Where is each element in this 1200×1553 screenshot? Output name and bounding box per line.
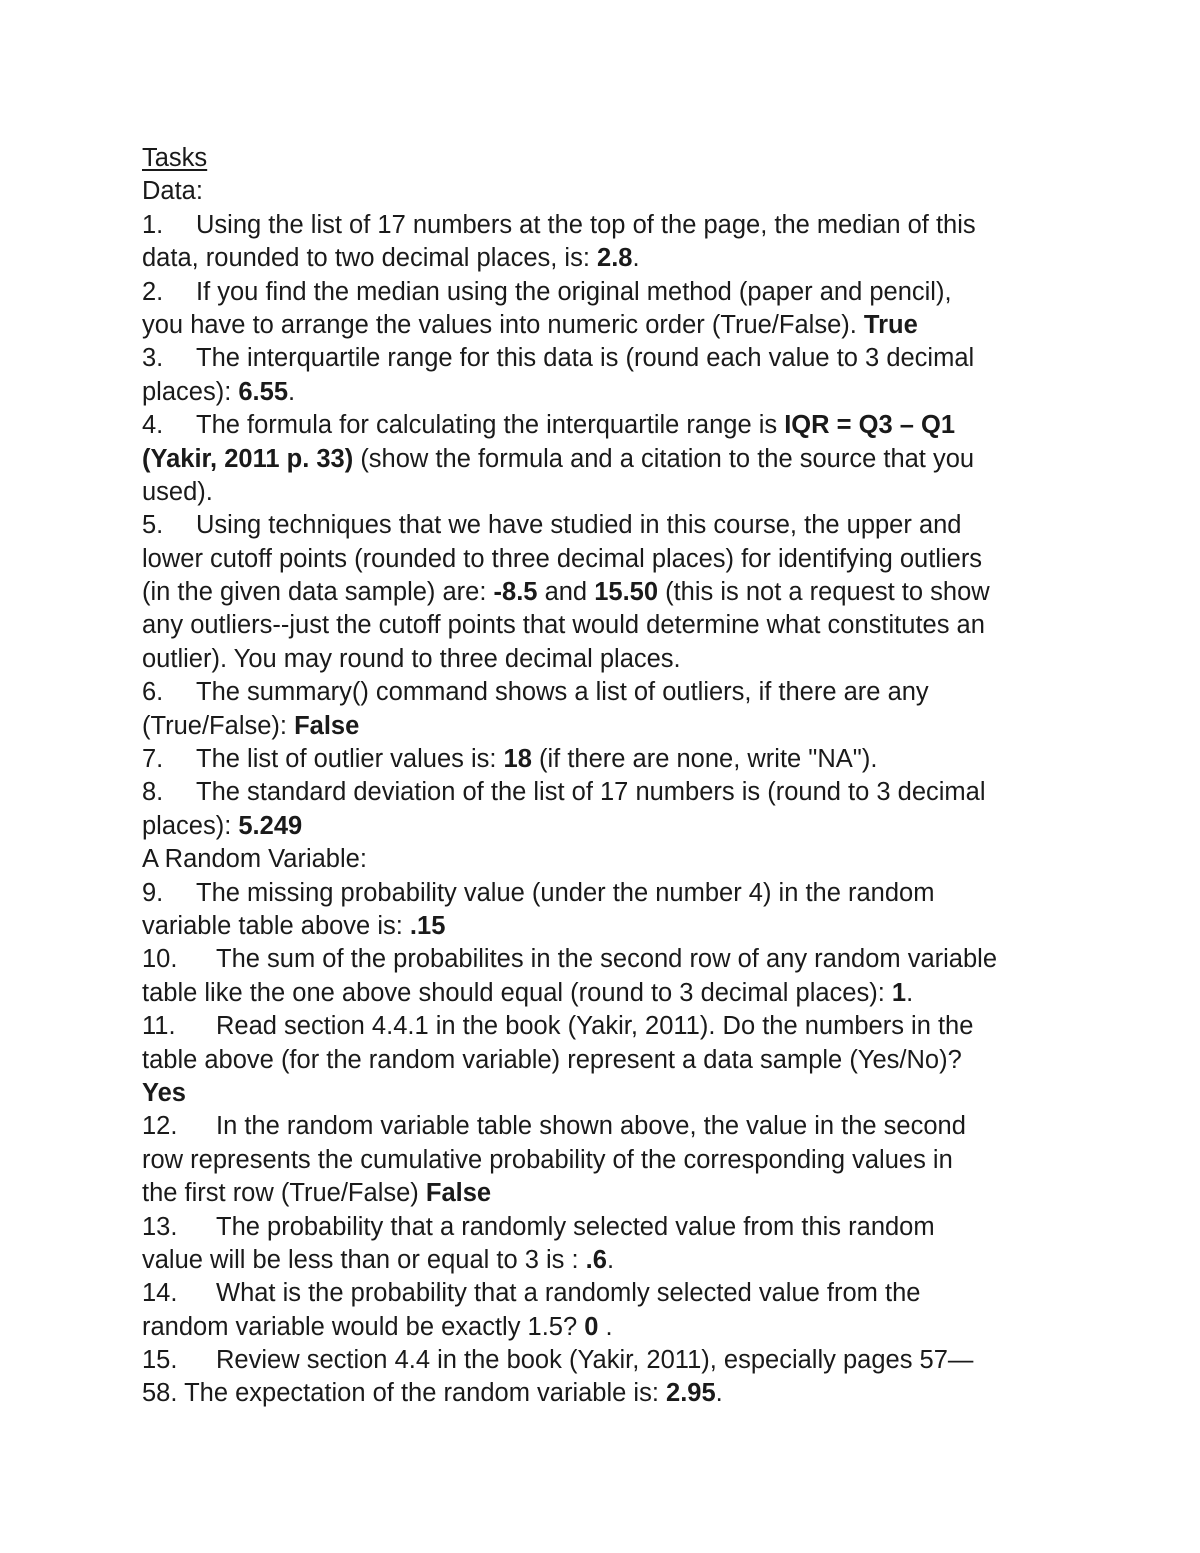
task-number: 3. [142, 344, 164, 373]
question-text: . [598, 1312, 613, 1341]
document-body [142, 142, 1072, 1411]
answer-text: 6.55 [238, 377, 289, 406]
task-item-continuation [142, 376, 1072, 409]
task-item-continuation [142, 242, 1072, 275]
question-text: . [906, 978, 914, 1007]
task-item-continuation [142, 1177, 1072, 1210]
question-text: places): [142, 811, 239, 840]
task-number: 1. [142, 210, 164, 239]
answer-text: .15 [409, 911, 446, 940]
question-text: variable table above is: [142, 911, 410, 940]
task-item-start [142, 1010, 1072, 1043]
question-text: . [288, 377, 296, 406]
task-item-continuation [142, 1144, 1072, 1177]
task-item-start [142, 342, 1072, 375]
task-item-continuation [142, 476, 1072, 509]
question-text: places): [142, 377, 239, 406]
question-text: outlier). You may round to three decimal places. [142, 644, 681, 673]
answer-text: 15.50 [594, 578, 659, 607]
answer-text: 2.95 [666, 1379, 716, 1408]
answer-text: 18 [503, 745, 532, 774]
question-text: . [632, 244, 640, 273]
answer-text: IQR = Q3 – Q1 [784, 411, 955, 440]
task-item-continuation [142, 810, 1072, 843]
task-item-continuation [142, 977, 1072, 1010]
question-text: (show the formula and a citation to the source that you [353, 444, 975, 473]
question-text: you have to arrange the values into numeric order (True/False). [142, 310, 864, 339]
task-item-continuation [142, 443, 1072, 476]
answer-text: (Yakir, 2011 p. 33) [142, 444, 354, 473]
question-text: (if there are none, write "NA"). [531, 745, 878, 774]
section-heading-data: Data: [142, 177, 203, 206]
task-item-continuation [142, 910, 1072, 943]
task-item-continuation [142, 1244, 1072, 1277]
question-text: Read section 4.4.1 in the book (Yakir, 2011). Do the numbers in the [216, 1012, 974, 1041]
task-item-start [142, 1110, 1072, 1143]
question-text: . [606, 1245, 615, 1274]
task-item-start [142, 1344, 1072, 1377]
question-text: What is the probability that a randomly selected value from the [216, 1279, 921, 1308]
task-number: 8. [142, 778, 164, 807]
task-item-start [142, 1277, 1072, 1310]
question-text: random variable would be exactly 1.5? [142, 1312, 585, 1341]
question-text: If you find the median using the original method (paper and pencil), [196, 277, 952, 306]
task-item-start [142, 276, 1072, 309]
task-number: 7. [142, 745, 164, 774]
task-item-start [142, 676, 1072, 709]
task-list [142, 209, 1072, 1411]
question-text: (this is not a request to show [658, 578, 990, 607]
question-text: The missing probability value (under the number 4) in the random [196, 878, 935, 907]
task-item-start [142, 1211, 1072, 1244]
answer-text: 1 [891, 978, 907, 1007]
question-text: (in the given data sample) are: [142, 578, 494, 607]
task-item-continuation [142, 710, 1072, 743]
answer-text: False [425, 1179, 492, 1208]
task-number: 5. [142, 511, 164, 540]
question-text: (True/False): [142, 711, 295, 740]
answer-text: True [863, 310, 918, 339]
answer-text: 5.249 [238, 811, 303, 840]
question-text: The formula for calculating the interquartile range is [196, 411, 785, 440]
task-number: 14. [142, 1279, 178, 1308]
task-item-start [142, 877, 1072, 910]
task-number: 2. [142, 277, 164, 306]
task-item-continuation [142, 576, 1072, 609]
question-text: data, rounded to two decimal places, is: [142, 244, 598, 273]
answer-text: 0 [584, 1312, 599, 1341]
task-item-continuation [142, 1077, 1072, 1110]
question-text: the first row (True/False) [142, 1179, 426, 1208]
task-number: 13. [142, 1212, 178, 1241]
section-heading-random-variable: A Random Variable: [142, 845, 367, 874]
question-text: and [537, 578, 595, 607]
task-item-start [142, 743, 1072, 776]
question-text: The interquartile range for this data is (round each value to 3 decimal [196, 344, 975, 373]
task-item-start [142, 943, 1072, 976]
task-item-continuation [142, 609, 1072, 642]
question-text: The sum of the probabilites in the second row of any random variable [216, 945, 998, 974]
answer-text: .6 [585, 1245, 607, 1274]
task-item-continuation [142, 1311, 1072, 1344]
question-text: table like the one above should equal (round to 3 decimal places): [142, 978, 892, 1007]
task-number: 12. [142, 1112, 178, 1141]
task-item-continuation [142, 1044, 1072, 1077]
question-text: any outliers--just the cutoff points that would determine what constitutes an [142, 611, 985, 640]
question-text: The probability that a randomly selected value from this random [216, 1212, 935, 1241]
question-text: Review section 4.4 in the book (Yakir, 2011), especially pages 57— [216, 1346, 974, 1375]
task-number: 6. [142, 678, 164, 707]
question-text: The standard deviation of the list of 17 numbers is (round to 3 decimal [196, 778, 986, 807]
answer-text: Yes [142, 1078, 186, 1107]
task-item-start [142, 776, 1072, 809]
question-text: Using the list of 17 numbers at the top of the page, the median of this [196, 210, 976, 239]
question-text: Using techniques that we have studied in this course, the upper and [196, 511, 962, 540]
task-item-continuation [142, 543, 1072, 576]
document-title: Tasks [142, 144, 208, 172]
task-item-continuation [142, 309, 1072, 342]
task-number: 9. [142, 878, 164, 907]
task-number: 11. [142, 1012, 176, 1041]
answer-text: -8.5 [493, 578, 538, 607]
question-text: lower cutoff points (rounded to three decimal places) for identifying outliers [142, 544, 983, 573]
task-item-start [142, 509, 1072, 542]
question-text: value will be less than or equal to 3 is : [142, 1245, 586, 1274]
task-number: 15. [142, 1346, 178, 1375]
task-number: 10. [142, 945, 178, 974]
answer-text: 2.8 [597, 244, 633, 273]
question-text: 58. The expectation of the random variable is: [142, 1379, 667, 1408]
question-text: used). [142, 477, 213, 506]
task-item-start [142, 409, 1072, 442]
task-item-start [142, 209, 1072, 242]
question-text: table above (for the random variable) represent a data sample (Yes/No)? [142, 1045, 962, 1074]
question-text: . [715, 1379, 723, 1408]
question-text: The summary() command shows a list of outliers, if there are any [196, 678, 929, 707]
task-item-continuation [142, 643, 1072, 676]
answer-text: False [294, 711, 360, 740]
task-number: 4. [142, 411, 164, 440]
question-text: row represents the cumulative probability of the corresponding values in [142, 1145, 953, 1174]
question-text: In the random variable table shown above, the value in the second [216, 1112, 966, 1141]
question-text: The list of outlier values is: [196, 745, 504, 774]
task-item-continuation [142, 1377, 1072, 1410]
